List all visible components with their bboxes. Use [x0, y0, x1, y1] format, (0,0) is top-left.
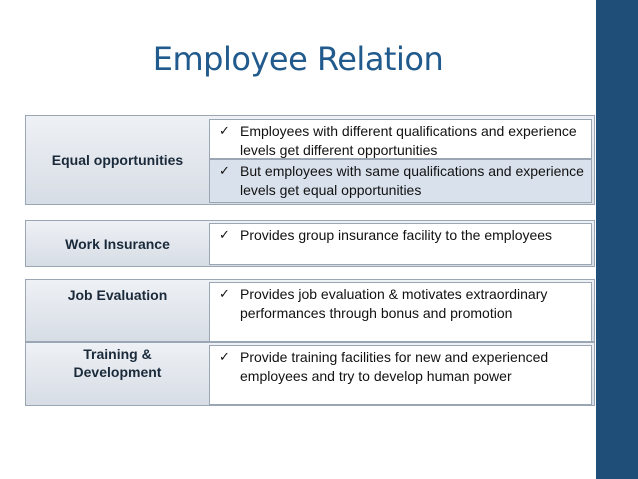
bullet-text: Provides group insurance facility to the employees [240, 227, 553, 243]
bullet-text: Provides job evaluation & motivates extraordinary performances through bonus and promotion [240, 286, 548, 321]
row-label: Training & Development [73, 346, 162, 380]
row-label: Equal opportunities [51, 152, 184, 168]
row-job-evaluation [25, 279, 595, 342]
row-label: Work Insurance [65, 235, 170, 252]
bullet-item [209, 119, 592, 159]
bullet-text: Employees with different qualifications and experience levels get different opportunities [240, 123, 577, 158]
check-icon: ✓ [219, 350, 230, 365]
bullet-item [209, 282, 592, 342]
bullet-text: Provide training facilities for new and experienced employees and try to develop human power [240, 349, 549, 384]
slide-title: Employee Relation [152, 40, 444, 78]
row-equal-opportunities [25, 115, 595, 205]
check-icon: ✓ [219, 124, 230, 139]
row-training-development [25, 342, 595, 406]
bullet-item [209, 223, 592, 265]
bullet-text: But employees with same qualifications and experience levels get equal opportunities [240, 163, 584, 198]
bullet-item [209, 345, 592, 405]
check-icon: ✓ [219, 287, 230, 302]
check-icon: ✓ [219, 228, 230, 243]
bullet-item [209, 159, 592, 203]
check-icon: ✓ [219, 164, 230, 179]
accent-bar [596, 0, 638, 479]
row-work-insurance [25, 220, 595, 267]
row-label: Job Evaluation [67, 287, 168, 303]
